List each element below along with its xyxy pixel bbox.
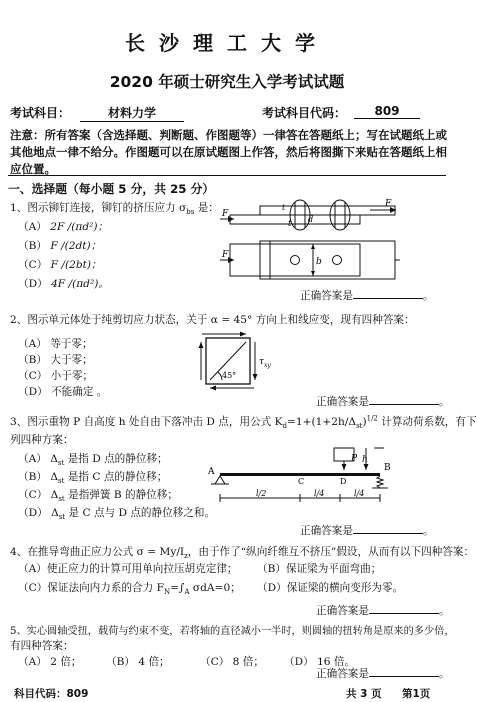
q3-option-a: （A） $\Delta_{st}$ 是指 D 点的静位移；	[18, 453, 168, 468]
q1-option-d: （D） 4F /(πd²)。	[18, 278, 109, 290]
notice: 注意：所有答案（含选择题、判断题、作图题等）一律答在答题纸上；写在试题纸上或其他地点一律不给分。作图题可以在原试题图上作答，然后将图撕下来贴在答题纸上相应位置。	[10, 128, 447, 176]
q1-label-t2: t	[288, 219, 292, 228]
q5-stem-line2: 有四种答案：	[10, 640, 74, 652]
exam-title: 2020 年硕士研究生入学考试试题	[109, 73, 345, 91]
q3-option-b: （B） $\Delta_{st}$ 是指 C 点的静位移；	[18, 471, 168, 486]
rivet-joint-figure	[220, 186, 400, 296]
q3-label-b: B	[384, 463, 391, 473]
impact-beam-figure	[206, 446, 410, 508]
q2-tau-label: $\tau_{xy}$	[259, 357, 271, 369]
q3-option-d: （D） $\Delta_{st}$ 是 C 点与 D 点的静位移之和。	[18, 507, 216, 522]
code-value: 809	[354, 104, 420, 119]
q3-stem-line1: 3、图示重物 P 自高度 h 处自由下落冲击 D 点，用公式 $K_d=1+(1+2h/\Delta_{st})^{1/2}$ 计算动荷系数，有下	[10, 414, 477, 431]
q1-label-f-right: F	[385, 199, 392, 209]
q2-option-c: （C） 小于零；	[18, 370, 94, 382]
q4-option-d: （D）保证梁的横向变形为零。	[257, 582, 404, 594]
footer-total-pages: 共 3 页	[346, 688, 382, 700]
q2-stem: 2、图示单元体处于纯剪切应力状态，关于 α = 45° 方向上和线应变，现有四种答案：	[10, 314, 415, 326]
q2-option-a: （A） 等于零；	[18, 338, 93, 350]
section-title: 一、选择题（每小题 5 分，共 25 分）	[8, 182, 215, 196]
q3-label-d: D	[340, 477, 347, 486]
q4-stem: 4、在推导弯曲正应力公式 $\sigma = My/I_z$，由于作了“纵向纤维互不挤压”假设，从而有以下四种答案：	[10, 546, 475, 561]
q1-label-t: t	[282, 203, 286, 212]
q1-label-d: d	[308, 215, 314, 224]
q4-option-a: （A）使正应力的计算可用单向拉压胡克定律；	[18, 563, 238, 575]
q2-answer: 正确答案是 。	[316, 396, 450, 408]
q3-label-a: A	[208, 467, 215, 477]
q1-answer: 正确答案是 。	[300, 290, 434, 302]
q2-angle-label: 45°	[222, 371, 237, 380]
footer-page-number: 第1页	[402, 688, 431, 700]
q1-label-f-left: F	[222, 209, 229, 219]
q3-span-3: l/4	[354, 489, 365, 498]
q4-option-c: （C）保证法向内力系的合力 $F_N=\int_A$ σdA=0；	[18, 582, 241, 597]
q5-option-a: （A） 2 倍；	[18, 656, 82, 668]
q5-option-b: （B） 4 倍；	[106, 656, 170, 668]
q3-label-h: h	[362, 455, 368, 465]
subject-value: 材料力学	[80, 104, 184, 122]
q1-label-b: b	[316, 257, 322, 267]
q5-stem-line1: 5、实心圆轴受扭，载荷与约束不变，若将轴的直径减小一半时，则圆轴的扭转角是原来的多少倍，	[10, 626, 455, 637]
q1-option-c: （C） F /(2bt)；	[18, 259, 102, 271]
q1-label-f-left2: F	[222, 250, 229, 260]
q2-option-d: （D） 不能确定 。	[18, 386, 108, 398]
q3-stem-line2: 列四种方案：	[10, 434, 74, 446]
footer-subject-code: 科目代码：809	[14, 688, 89, 700]
shear-element-figure	[196, 330, 276, 392]
q1-option-a: （A） 2F /(πd²)；	[18, 221, 109, 233]
q3-label-p: P	[351, 454, 358, 464]
q5-answer: 正确答案是 。	[316, 668, 450, 680]
q4-answer: 正确答案是 。	[316, 605, 450, 617]
q1-option-b: （B） F /(2dt)；	[18, 240, 102, 252]
subject-label: 考试科目：	[10, 106, 71, 120]
university-name: 长沙理工大学	[125, 31, 329, 55]
q3-span-2: l/4	[314, 489, 325, 498]
q5-option-d: （D） 16 倍。	[284, 656, 356, 668]
q5-option-c: （C） 8 倍；	[200, 656, 264, 668]
divider	[8, 175, 446, 176]
q4-option-b: （B）保证梁为平面弯曲；	[257, 563, 382, 575]
code-label: 考试科目代码：	[262, 106, 347, 120]
q3-answer: 正确答案是 。	[300, 525, 434, 537]
q1-stem: 1、图示铆钉连接，铆钉的挤压应力 $\sigma_{bs}$ 是：	[10, 202, 219, 217]
q3-span-1: l/2	[256, 489, 267, 498]
q3-label-c: C	[298, 477, 305, 486]
q2-option-b: （B） 大于零；	[18, 354, 93, 366]
q3-option-c: （C） $\Delta_{st}$ 是指弹簧 B 的静位移；	[18, 489, 178, 504]
